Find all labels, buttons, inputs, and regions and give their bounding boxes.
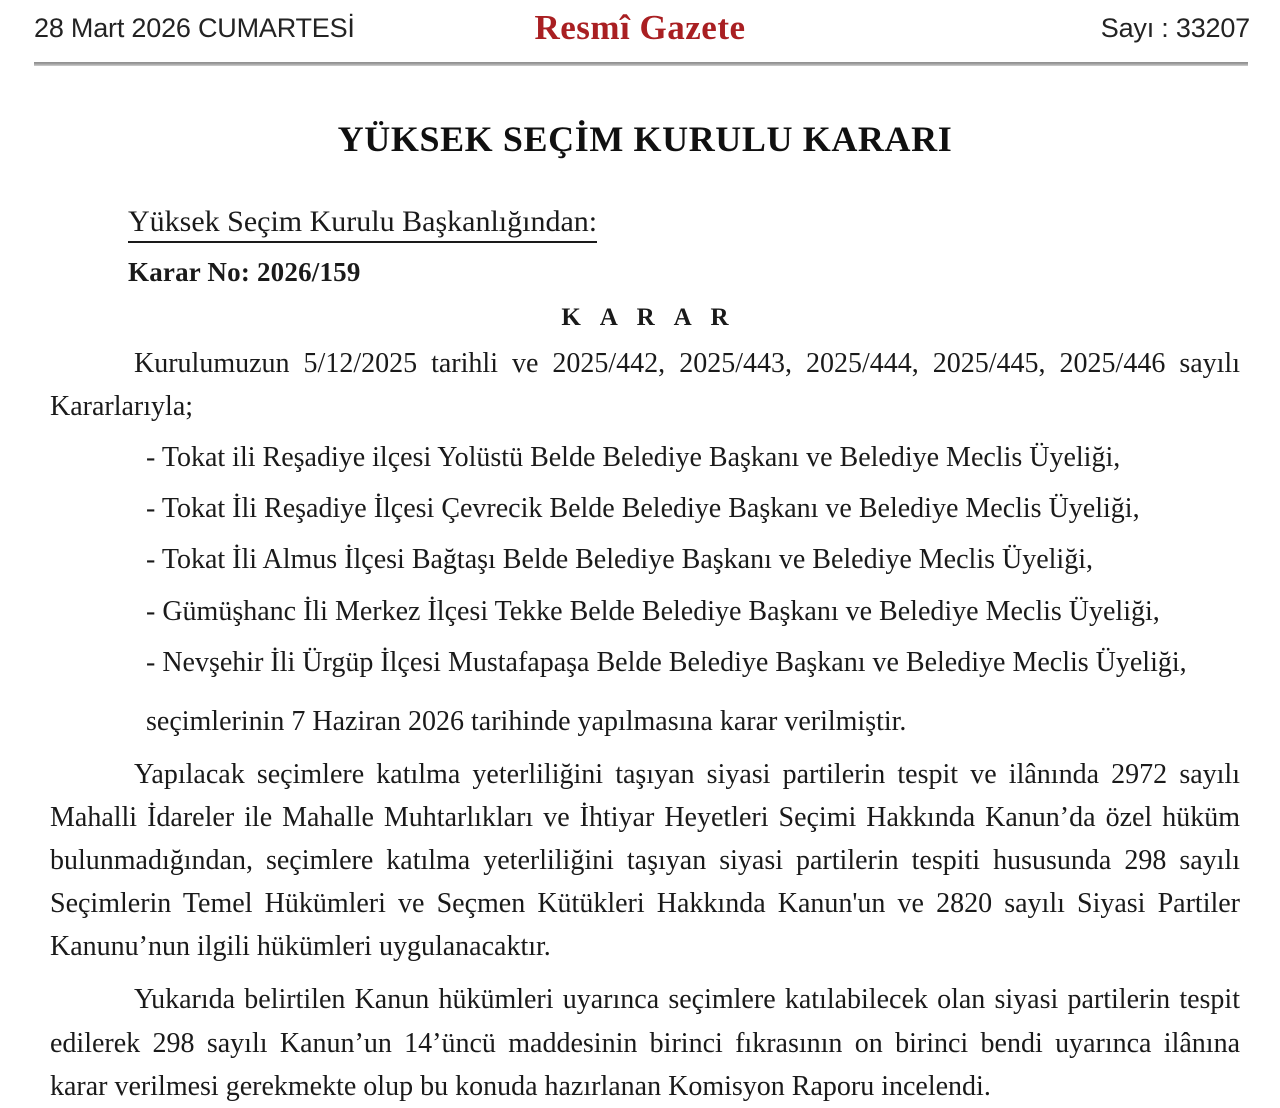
issuer-line: [50, 160, 1240, 243]
decision-number: Karar No: 2026/159: [128, 257, 361, 287]
publication-date: 28 Mart 2026 CUMARTESİ: [34, 12, 355, 43]
list-item: - Tokat ili Reşadiye ilçesi Yolüstü Belde Belediye Başkanı ve Belediye Meclis Üyeliği,: [146, 442, 1121, 474]
list-item: - Nevşehir İli Ürgüp İlçesi Mustafapaşa Belde Belediye Başkanı ve Belediye Meclis Üyeliği,: [146, 646, 1187, 678]
paragraph-two: Yapılacak seçimlere katılma yeterliliğini taşıyan siyasi partilerin tespit ve ilânında 2972 sayılı Mahalli İdareler ile Mahalle Muhtarlıkları ve İhtiyar Heyetleri Seçimi Hakkında Kanun’da özel hüküm bulunmadığından, seçimlere katılma yeterliliğini taşıyan siyasi partilerin tespiti hususunda 298 sayılı Seçimlerin Temel Hükümleri ve Seçmen Kütükleri Hakkında Kanun'un ve 2820 sayılı Siyasi Partiler Kanunu’nun ilgili hükümleri uygulanacaktır.: [50, 758, 1240, 963]
masthead-divider: [34, 62, 1248, 66]
issuing-authority: Yüksek Seçim Kurulu Başkanlığından:: [128, 204, 597, 243]
closing-line: seçimlerinin 7 Haziran 2026 tarihinde yapılmasına karar verilmiştir.: [146, 705, 907, 737]
paragraph-three: Yukarıda belirtilen Kanun hükümleri uyarınca seçimlere katılabilecek olan siyasi partilerin tespit edilerek 298 sayılı Kanun’un 14’üncü maddesinin birinci fıkrasının on birinci bendi uyarınca ilânına karar verilmesi gerekmekte olup bu konuda hazırlanan Komisyon Raporu incelendi.: [50, 984, 1240, 1102]
masthead: [0, 0, 1280, 56]
list-item: - Gümüşhanc İli Merkez İlçesi Tekke Belde Belediye Başkanı ve Belediye Meclis Üyeliği,: [146, 595, 1160, 627]
list-item: - Tokat İli Reşadiye İlçesi Çevrecik Belde Belediye Başkanı ve Belediye Meclis Üyeliği,: [146, 493, 1140, 525]
decision-heading: K A R A R: [561, 304, 736, 331]
list-item: - Tokat İli Almus İlçesi Bağtaşı Belde Belediye Başkanı ve Belediye Meclis Üyeliği,: [146, 544, 1093, 576]
gazette-title: Resmî Gazete: [534, 8, 746, 47]
issue-number: Sayı : 33207: [1100, 12, 1250, 43]
document-body: [0, 118, 1280, 1108]
intro-paragraph: Kurulumuzun 5/12/2025 tarihli ve 2025/442, 2025/443, 2025/444, 2025/445, 2025/446 sayılı Kararlarıyla;: [50, 348, 1240, 423]
page-title: YÜKSEK SEÇİM KURULU KARARI: [337, 119, 953, 159]
